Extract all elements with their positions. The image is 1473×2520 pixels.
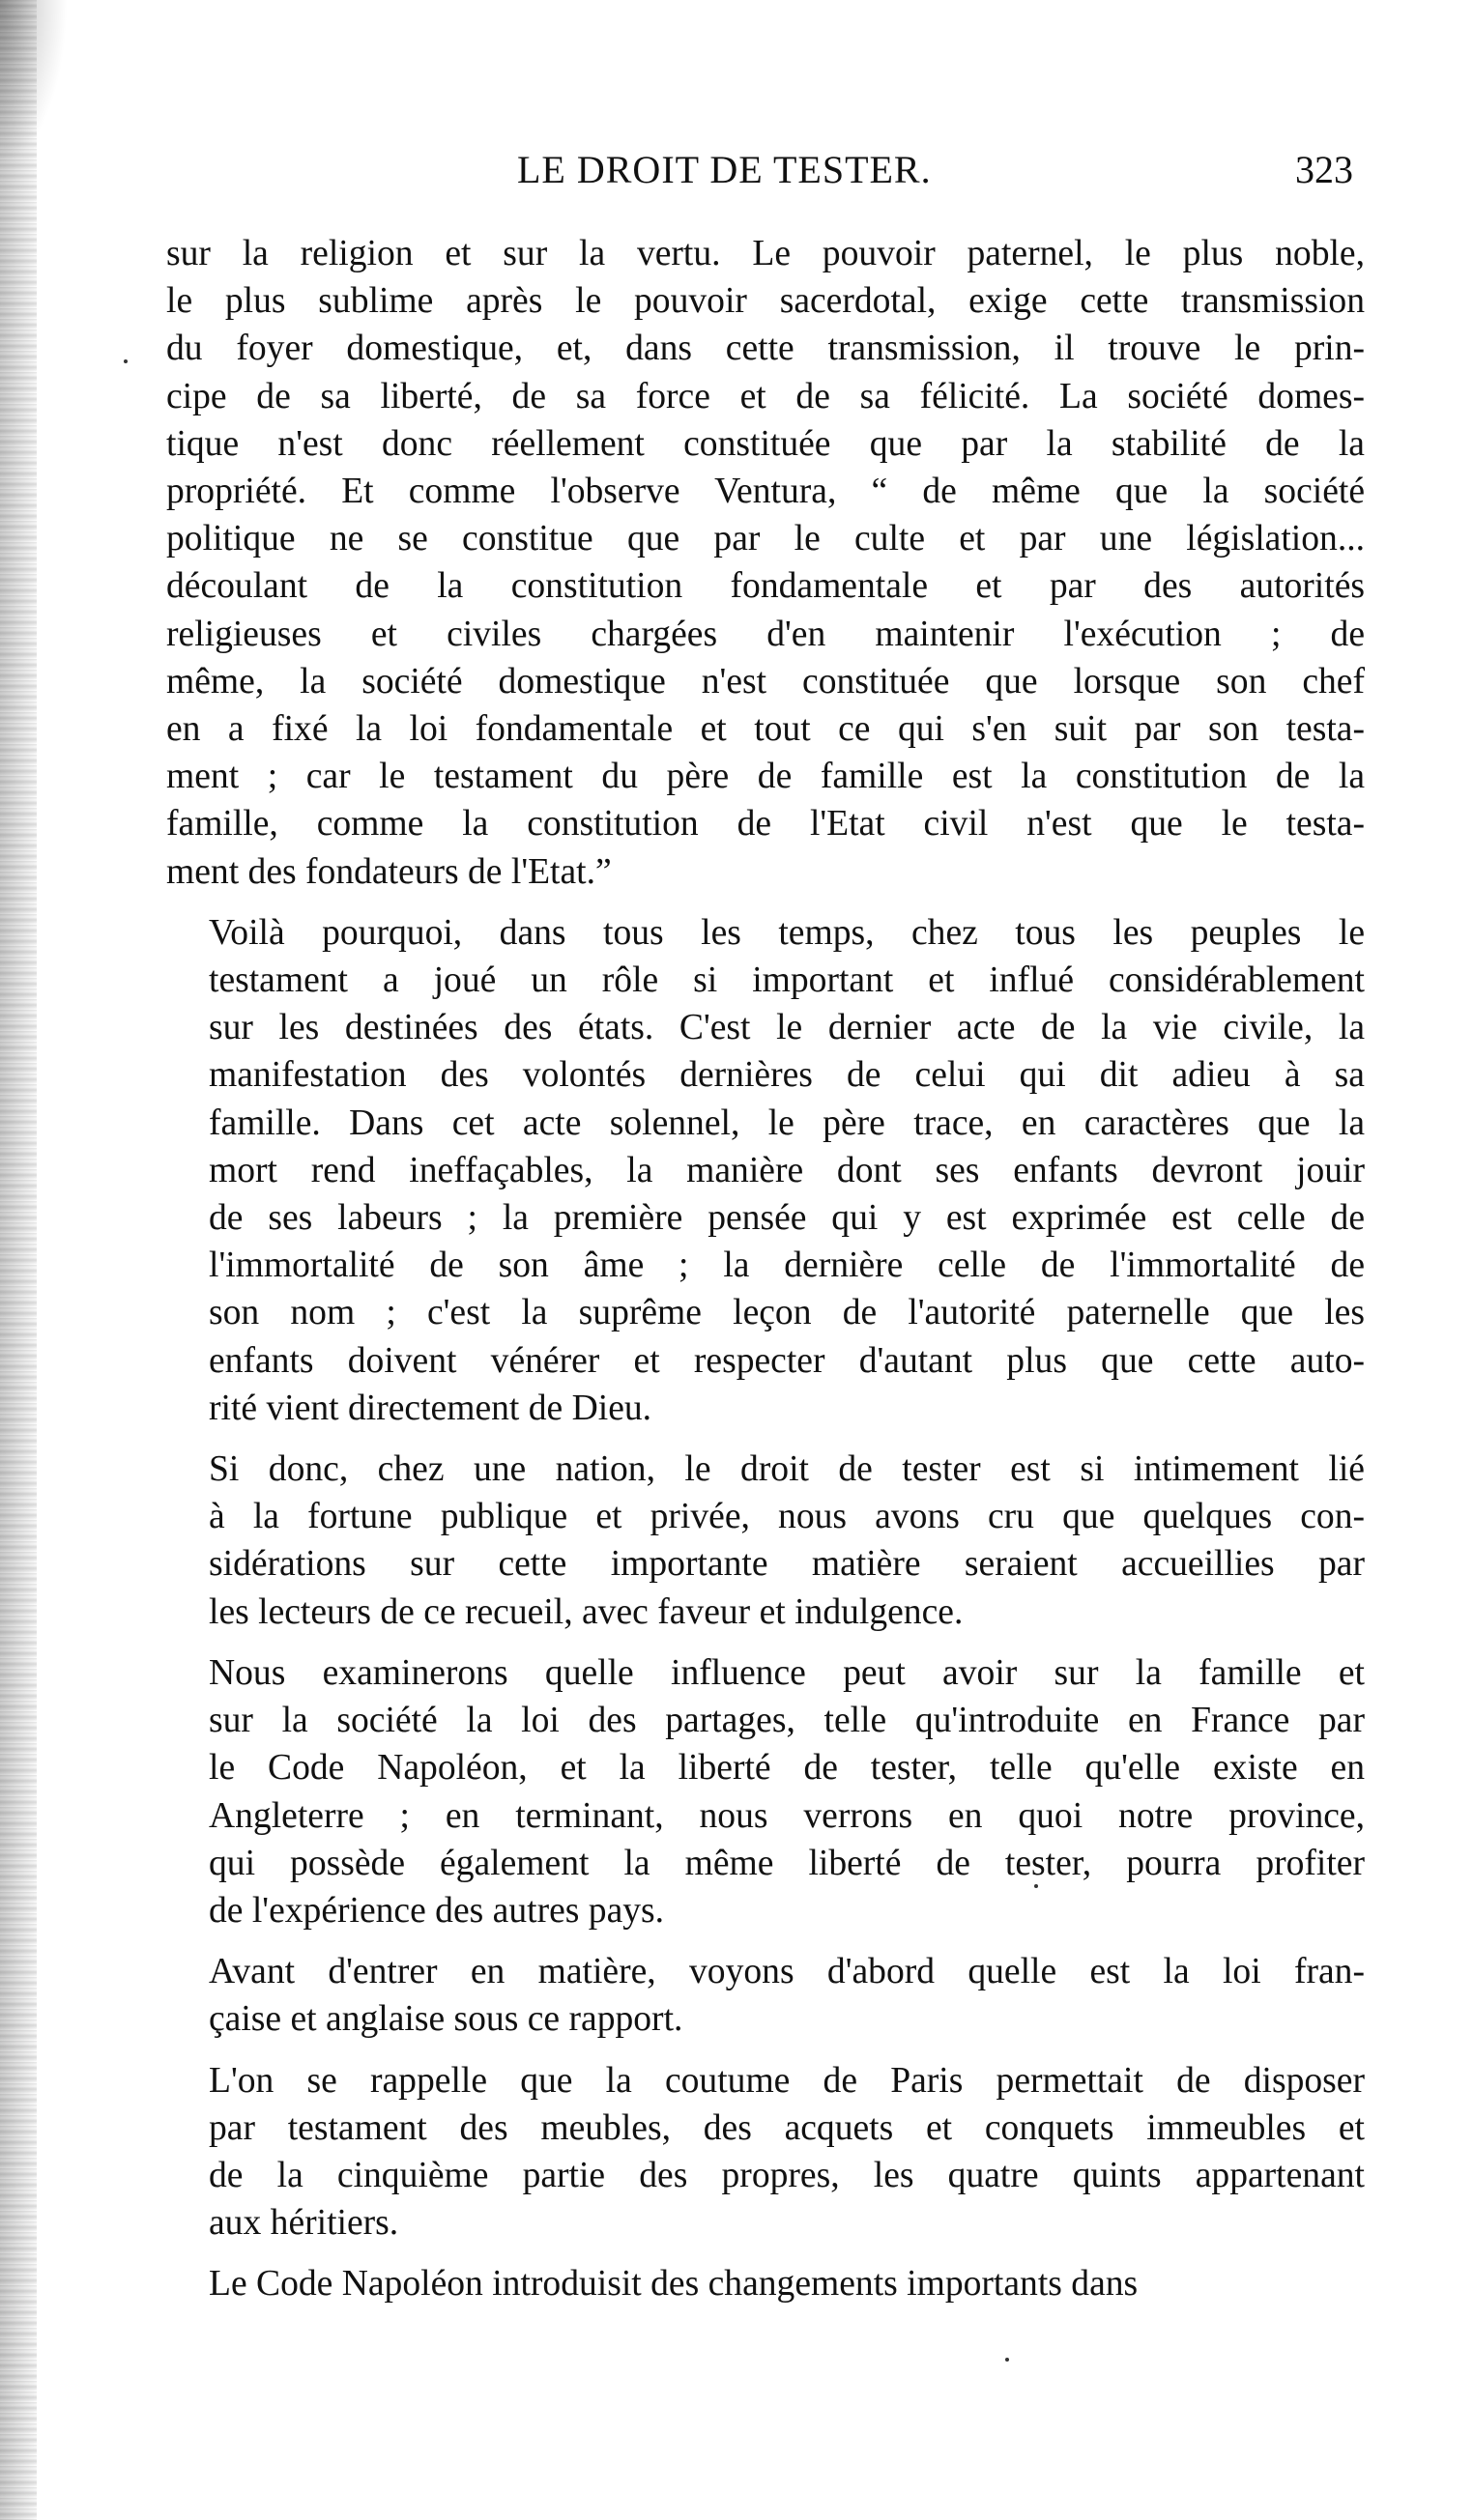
text-line: Voilà pourquoi, dans tous les temps, chez tous les peuples le (209, 912, 1365, 953)
text-line: de la cinquième partie des propres, les quatre quints appartenant (209, 2155, 1365, 2195)
text-line: Si donc, chez une nation, le droit de tester est si intimement lié (209, 1449, 1365, 1490)
text-line: à la fortune publique et privée, nous avons cru que quelques con- (209, 1497, 1365, 1537)
stray-dot-mark (124, 359, 128, 363)
text-line: par testament des meubles, des acquets et conquets immeubles et (209, 2107, 1365, 2148)
text-line: les lecteurs de ce recueil, avec faveur et indulgence. (209, 1591, 964, 1632)
text-line: en a fixé la loi fondamentale et tout ce qui s'en suit par son testa- (166, 709, 1365, 750)
text-line: son nom ; c'est la suprême leçon de l'autorité paternelle que les (209, 1293, 1365, 1333)
scan-edge-shadow (0, 0, 37, 2520)
text-line: le plus sublime après le pouvoir sacerdotal, exige cette transmission (166, 281, 1365, 322)
running-head: LE DROIT DE TESTER. (517, 148, 932, 191)
text-line: rité vient directement de Dieu. (209, 1388, 652, 1428)
text-line: religieuses et civiles chargées d'en maintenir l'exécution ; de (166, 614, 1365, 654)
text-line: testament a joué un rôle si important et influé considérablement (209, 960, 1365, 1001)
text-line: Le Code Napoléon introduisit des changements importants dans (209, 2264, 1139, 2305)
text-line: le Code Napoléon, et la liberté de tester, telle qu'elle existe en (209, 1748, 1365, 1789)
text-line: famille, comme la constitution de l'Etat civil n'est que le testa- (166, 804, 1365, 845)
stray-dot-mark (1034, 1884, 1038, 1888)
paragraph (166, 1948, 1365, 2043)
paragraph (166, 2260, 1365, 2307)
text-line: manifestation des volontés dernières de celui qui dit adieu à sa (209, 1055, 1365, 1096)
text-line: çaise et anglaise sous ce rapport. (209, 1999, 683, 2040)
text-line: l'immortalité de son âme ; la dernière celle de l'immortalité de (209, 1246, 1365, 1286)
text-line: découlant de la constitution fondamentale et par des autorités (166, 566, 1365, 607)
text-line: mort rend ineffaçables, la manière dont ses enfants devront jouir (209, 1150, 1365, 1190)
text-line: qui possède également la même liberté de tester, pourra profiter (209, 1843, 1365, 1883)
text-line: cipe de sa liberté, de sa force et de sa félicité. La société domes- (166, 376, 1365, 416)
text-line: politique ne se constitue que par le culte et par une législation... (166, 519, 1365, 559)
body-text (166, 230, 1365, 2308)
text-line: ment ; car le testament du père de famille est la constitution de la (166, 757, 1365, 797)
text-line: même, la société domestique n'est constituée que lorsque son chef (166, 661, 1365, 702)
text-line: sidérations sur cette importante matière seraient accueillies par (209, 1544, 1365, 1585)
text-line: famille. Dans cet acte solennel, le père trace, en caractères que la (209, 1102, 1365, 1143)
text-line: de ses labeurs ; la première pensée qui y est exprimée est celle de (209, 1198, 1365, 1239)
text-line: propriété. Et comme l'observe Ventura, “ de même que la société (166, 472, 1365, 512)
paragraph (166, 1649, 1365, 1934)
paragraph (166, 2057, 1365, 2248)
text-line: Avant d'entrer en matière, voyons d'abord quelle est la loi fran- (209, 1952, 1365, 1992)
text-line: aux héritiers. (209, 2203, 399, 2244)
text-line: Angleterre ; en terminant, nous verrons en quoi notre province, (209, 1795, 1365, 1836)
text-line: L'on se rappelle que la coutume de Paris permettait de disposer (209, 2060, 1365, 2101)
text-line: sur la société la loi des partages, telle qu'introduite en France par (209, 1701, 1365, 1741)
text-line: de l'expérience des autres pays. (209, 1890, 665, 1931)
paragraph (166, 1446, 1365, 1636)
stray-dot-mark (1005, 2358, 1009, 2362)
text-line: tique n'est donc réellement constituée que par la stabilité de la (166, 423, 1365, 464)
text-line: du foyer domestique, et, dans cette transmission, il trouve le prin- (166, 329, 1365, 369)
scan-corner-shadow (0, 0, 68, 164)
page-header (0, 147, 1473, 205)
page-number: 323 (1295, 148, 1353, 191)
paragraph (166, 230, 1365, 896)
text-line: enfants doivent vénérer et respecter d'autant plus que cette auto- (209, 1340, 1365, 1381)
text-line: sur la religion et sur la vertu. Le pouvoir paternel, le plus noble, (166, 234, 1365, 273)
text-line: Nous examinerons quelle influence peut avoir sur la famille et (209, 1652, 1365, 1693)
paragraph (166, 909, 1365, 1432)
text-line: ment des fondateurs de l'Etat.” (166, 851, 612, 892)
text-line: sur les destinées des états. C'est le dernier acte de la vie civile, la (209, 1008, 1365, 1048)
